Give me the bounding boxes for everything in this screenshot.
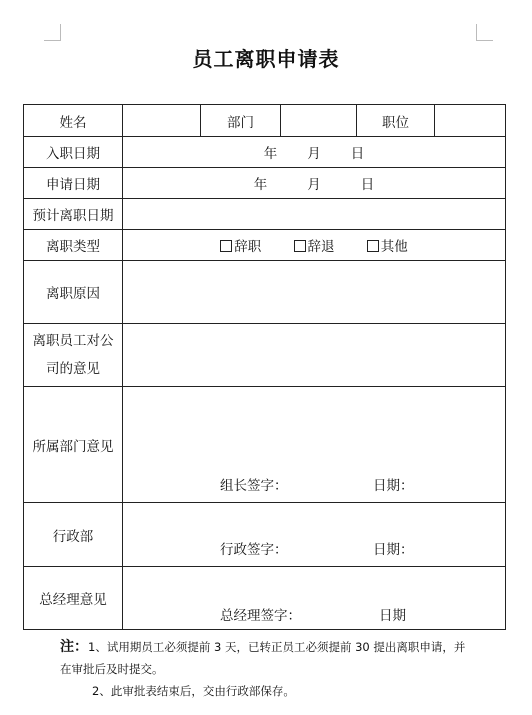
field-apply-date[interactable] bbox=[123, 168, 506, 199]
option-resign[interactable]: 辞职 bbox=[220, 235, 261, 255]
label-opinion-on-company: 离职员工对公 司的意见 bbox=[24, 324, 123, 387]
field-name[interactable] bbox=[123, 105, 201, 137]
checkbox-other[interactable] bbox=[367, 240, 379, 252]
gm-signature-label: 总经理签字： bbox=[220, 608, 301, 624]
label-gm-opinion: 总经理意见 bbox=[24, 567, 123, 630]
notes-lead: 注： bbox=[60, 639, 88, 655]
dept-date-label: 日期： bbox=[373, 478, 414, 494]
note-1-continued: 在审批后及时提交。 bbox=[60, 662, 164, 676]
admin-date-label: 日期： bbox=[373, 542, 414, 558]
field-opinion-on-company[interactable] bbox=[123, 324, 506, 387]
field-department[interactable] bbox=[281, 105, 357, 137]
row-leave-reason bbox=[24, 261, 506, 324]
field-gm-opinion[interactable] bbox=[123, 567, 506, 630]
row-hire-date bbox=[24, 137, 506, 168]
crop-mark-top-right bbox=[476, 24, 493, 41]
row-admin-dept bbox=[24, 503, 506, 567]
label-name: 姓名 bbox=[24, 105, 123, 137]
field-leave-reason[interactable] bbox=[123, 261, 506, 324]
label-apply-date: 申请日期 bbox=[24, 168, 123, 199]
month-label: 月 bbox=[307, 177, 321, 193]
label-leave-type: 离职类型 bbox=[24, 230, 123, 261]
label-dept-opinion: 所属部门意见 bbox=[24, 387, 123, 503]
option-dismiss[interactable]: 辞退 bbox=[294, 235, 335, 255]
row-gm-opinion bbox=[24, 567, 506, 630]
row-leave-type bbox=[24, 230, 506, 261]
label-position: 职位 bbox=[357, 105, 435, 137]
gm-date-label: 日期 bbox=[379, 608, 406, 624]
form-title: 员工离职申请表 bbox=[192, 47, 340, 71]
label-expected-leave-date: 预计离职日期 bbox=[24, 199, 123, 230]
note-2: 2、此审批表结束后，交由行政部保存。 bbox=[92, 684, 295, 698]
field-admin-dept[interactable] bbox=[123, 503, 506, 567]
day-label: 日 bbox=[360, 177, 375, 193]
option-other[interactable]: 其他 bbox=[367, 235, 408, 255]
year-label: 年 bbox=[253, 177, 268, 193]
notes bbox=[60, 636, 500, 702]
day-label: 日 bbox=[350, 146, 365, 162]
row-dept-opinion bbox=[24, 387, 506, 503]
checkbox-resign[interactable] bbox=[220, 240, 232, 252]
field-expected-leave-date[interactable] bbox=[123, 199, 506, 230]
label-hire-date: 入职日期 bbox=[24, 137, 123, 168]
label-department: 部门 bbox=[201, 105, 281, 137]
note-1: 1、试用期员工必须提前 3 天，已转正员工必须提前 30 提出离职申请，并 bbox=[88, 640, 466, 654]
field-position[interactable] bbox=[435, 105, 506, 137]
row-basic-info bbox=[24, 105, 506, 137]
label-leave-reason: 离职原因 bbox=[24, 261, 123, 324]
year-label: 年 bbox=[263, 146, 278, 162]
resignation-form-table bbox=[23, 104, 506, 630]
admin-signature-label: 行政签字： bbox=[220, 542, 288, 558]
label-admin-dept: 行政部 bbox=[24, 503, 123, 567]
row-apply-date bbox=[24, 168, 506, 199]
field-dept-opinion[interactable] bbox=[123, 387, 506, 503]
row-opinion-on-company bbox=[24, 324, 506, 387]
group-leader-signature-label: 组长签字： bbox=[220, 478, 288, 494]
row-expected-leave-date bbox=[24, 199, 506, 230]
crop-mark-top-left bbox=[44, 24, 61, 41]
field-leave-type bbox=[123, 230, 506, 261]
field-hire-date[interactable] bbox=[123, 137, 506, 168]
checkbox-dismiss[interactable] bbox=[294, 240, 306, 252]
month-label: 月 bbox=[307, 146, 321, 162]
